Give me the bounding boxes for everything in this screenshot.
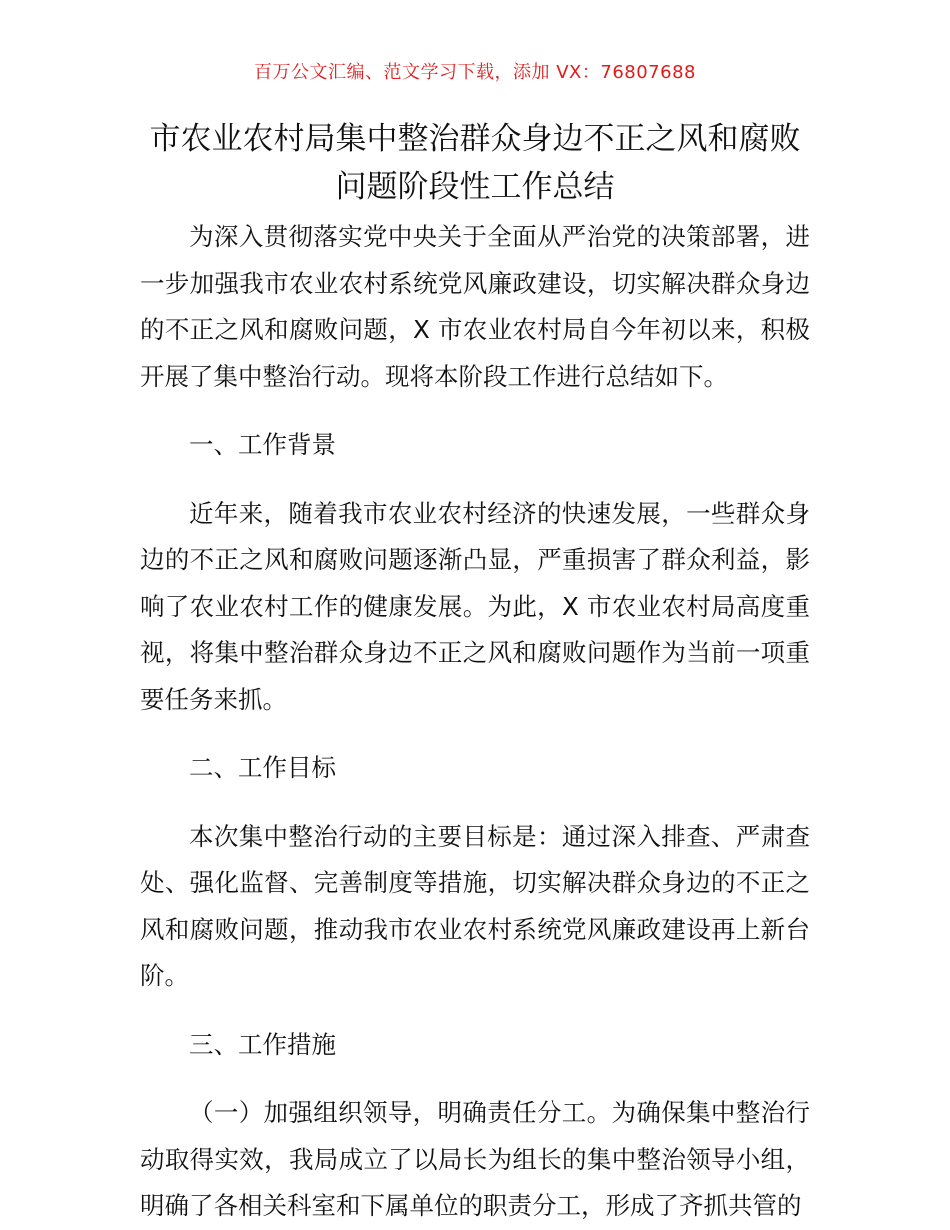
section-heading-goal: 二、工作目标	[189, 753, 336, 782]
goal-paragraph: 本次集中整治行动的主要目标是：通过深入排查、严肃查处、强化监督、完善制度等措施，切实解决群众身边的不正之风和腐败问题，推动我市农业农村系统党风廉政建设再上新台阶。	[140, 821, 810, 990]
document-title: 市农业农村局集中整治群众身边不正之风和腐败问题阶段性工作总结	[149, 121, 801, 205]
background-paragraph: 近年来，随着我市农业农村经济的快速发展，一些群众身边的不正之风和腐败问题逐渐凸显，严重损害了群众利益，影响了农业农村工作的健康发展。为此，X 市农业农村局高度重视，将集中整治群众身边不正之风和腐败问题作为当前一项重要任务来抓。	[140, 498, 810, 714]
section-heading-background: 一、工作背景	[189, 430, 336, 459]
document-body	[140, 214, 810, 1230]
section-heading-measures: 三、工作措施	[189, 1029, 336, 1059]
intro-paragraph: 为深入贯彻落实党中央关于全面从严治党的决策部署，进一步加强我市农业农村系统党风廉政建设，切实解决群众身边的不正之风和腐败问题，X 市农业农村局自今年初以来，积极开展了集中整治行动。现将本阶段工作进行总结如下。	[140, 222, 810, 391]
measure-paragraph-1: （一）加强组织领导，明确责任分工。为确保集中整治行动取得实效，我局成立了以局长为组长的集中整治领导小组，明确了各相关科室和下属单位的职责分工，形成了齐抓共管的	[140, 1098, 810, 1220]
header-watermark-note: 百万公文汇编、范文学习下载，添加 VX：76807688	[254, 62, 696, 83]
